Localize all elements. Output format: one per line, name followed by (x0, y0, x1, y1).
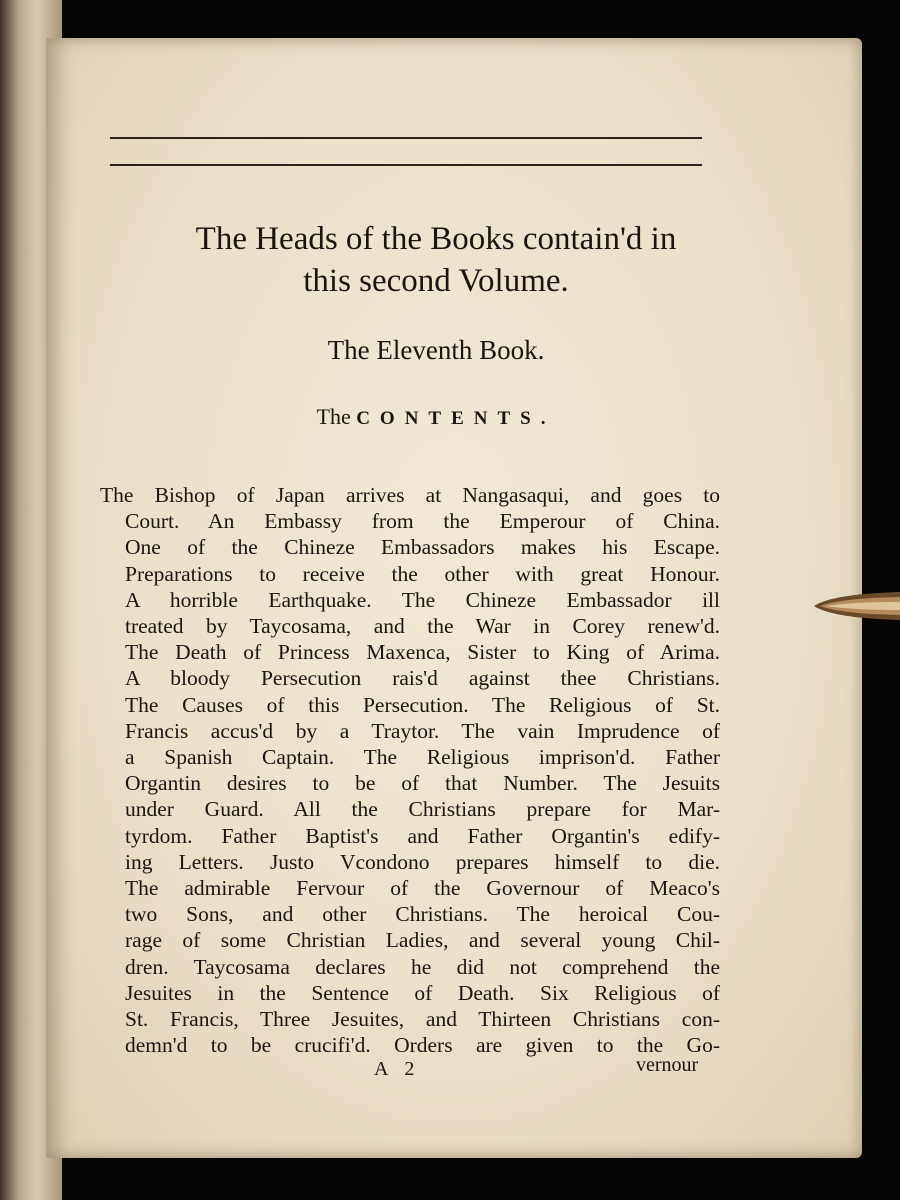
top-rule-upper (110, 137, 702, 139)
contents-line: under Guard. All the Christians prepare for Mar- (125, 797, 720, 822)
contents-line: The Death of Princess Maxenca, Sister to King of Arima. (125, 640, 720, 665)
contents-line: A bloody Persecution rais'd against thee Christians. (125, 666, 720, 691)
contents-line: Organtin desires to be of that Number. The Jesuits (125, 771, 720, 796)
catchword: vernour (636, 1054, 699, 1076)
contents-line: ing Letters. Justo Vcondono prepares himself to die. (125, 849, 720, 874)
contents-line: tyrdom. Father Baptist's and Father Organtin's edify- (125, 823, 720, 848)
book-page (46, 38, 862, 1158)
contents-line: Preparations to receive the other with great Honour. (125, 561, 720, 586)
contents-line: two Sons, and other Christians. The heroical Cou- (125, 902, 720, 927)
contents-line: treated by Taycosama, and the War in Corey renew'd. (125, 614, 720, 639)
volume-heading-line1: The Heads of the Books contain'd in (195, 221, 677, 257)
contents-line: The Bishop of Japan arrives at Nangasaqui, and goes to (100, 483, 720, 507)
signature-mark: A 2 (374, 1058, 421, 1080)
contents-line: The Causes of this Persecution. The Religious of St. (125, 692, 720, 717)
contents-line: dren. Taycosama declares he did not comprehend the (125, 954, 720, 979)
contents-line: Francis accus'd by a Traytor. The vain Imprudence of (125, 718, 720, 743)
volume-heading-line2: this second Volume. (303, 263, 569, 299)
contents-summary (100, 482, 720, 1058)
contents-line: A horrible Earthquake. The Chineze Embassador ill (125, 587, 720, 612)
contents-prefix: The (316, 404, 351, 429)
contents-line: One of the Chineze Embassadors makes his Escape. (125, 535, 720, 560)
contents-line: Jesuites in the Sentence of Death. Six Religious of (125, 980, 720, 1005)
book-title: The Eleventh Book. (327, 335, 545, 365)
contents-line: rage of some Christian Ladies, and several young Chil- (125, 928, 720, 953)
top-rule-lower (110, 164, 702, 166)
contents-word: CONTENTS. (356, 408, 556, 429)
contents-line: St. Francis, Three Jesuites, and Thirteen Christians con- (125, 1007, 720, 1032)
volume-heading (86, 218, 786, 302)
contents-heading (86, 404, 786, 430)
contents-line: Court. An Embassy from the Emperour of China. (125, 509, 720, 534)
contents-line: The admirable Fervour of the Governour of Meaco's (125, 876, 720, 901)
bookmark-icon (812, 588, 900, 624)
contents-line: a Spanish Captain. The Religious imprison'd. Father (125, 745, 720, 770)
contents-line: demn'd to be crucifi'd. Orders are given to the Go- (125, 1033, 720, 1058)
